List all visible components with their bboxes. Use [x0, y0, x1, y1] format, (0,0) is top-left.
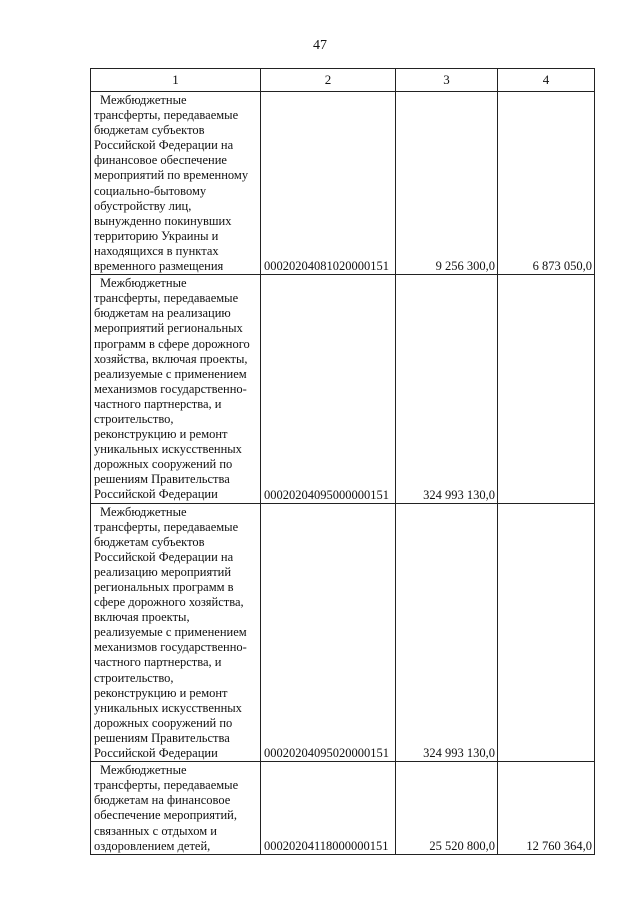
description-line: Межбюджетные: [100, 763, 187, 778]
table-row: [91, 503, 595, 762]
description-line: социально-бытовому: [94, 183, 207, 198]
description-line: бюджетам на финансовое: [94, 793, 231, 808]
row-description: [91, 762, 261, 855]
amount-col3: 25 520 800,0: [396, 762, 498, 855]
description-line: механизмов государственно-: [94, 381, 247, 396]
description-line: бюджетам субъектов: [94, 534, 205, 549]
description-line: дорожных сооружений по: [94, 457, 233, 472]
description-line: Российской Федерации на: [94, 138, 234, 153]
description-line: механизмов государственно-: [94, 640, 247, 655]
table-row: [91, 762, 595, 855]
description-line: дорожных сооружений по: [94, 715, 233, 730]
column-header-1: 1: [91, 69, 261, 92]
description-line: Межбюджетные: [100, 504, 187, 519]
description-line: частного партнерства, и: [94, 396, 222, 411]
description-line: реконструкцию и ремонт: [94, 427, 228, 442]
description-line: решениям Правительства: [94, 472, 230, 487]
amount-col4: [498, 503, 595, 762]
description-line: Межбюджетные: [100, 276, 187, 291]
description-line: вынужденно покинувших: [94, 213, 232, 228]
description-line: частного партнерства, и: [94, 655, 222, 670]
description-line: уникальных искусственных: [94, 700, 242, 715]
column-header-2: 2: [261, 69, 396, 92]
description-line: реализуемые с применением: [94, 625, 247, 640]
description-line: Российской Федерации на: [94, 549, 234, 564]
row-description: [91, 503, 261, 762]
description-line: решениям Правительства: [94, 730, 230, 745]
description-line: реконструкцию и ремонт: [94, 685, 228, 700]
description-line: оздоровлением детей,: [94, 838, 211, 853]
table-header-row: [91, 69, 595, 92]
description-line: бюджетам на реализацию: [94, 306, 231, 321]
budget-code: 00020204095020000151: [261, 503, 396, 762]
budget-code: 00020204118000000151: [261, 762, 396, 855]
table-row: [91, 275, 595, 503]
column-header-4: 4: [498, 69, 595, 92]
description-line: обустройству лиц,: [94, 198, 192, 213]
description-line: уникальных искусственных: [94, 442, 242, 457]
description-line: финансовое обеспечение: [94, 153, 227, 168]
description-line: обеспечение мероприятий,: [94, 808, 237, 823]
budget-table: [90, 68, 595, 855]
amount-col4: 12 760 364,0: [498, 762, 595, 855]
description-line: программ в сфере дорожного: [94, 336, 250, 351]
description-line: включая проекты,: [94, 610, 190, 625]
row-description: [91, 92, 261, 275]
description-line: связанных с отдыхом и: [94, 823, 217, 838]
table-row: [91, 92, 595, 275]
description-line: трансферты, передаваемые: [94, 291, 239, 306]
description-line: Межбюджетные: [100, 93, 187, 107]
budget-code: 00020204095000000151: [261, 275, 396, 503]
budget-code: 00020204081020000151: [261, 92, 396, 275]
description-line: территорию Украины и: [94, 228, 219, 243]
amount-col3: 324 993 130,0: [396, 503, 498, 762]
description-line: строительство,: [94, 411, 174, 426]
description-line: строительство,: [94, 670, 174, 685]
amount-col4: [498, 275, 595, 503]
row-description: [91, 275, 261, 503]
amount-col4: 6 873 050,0: [498, 92, 595, 275]
amount-col3: 9 256 300,0: [396, 92, 498, 275]
column-header-3: 3: [396, 69, 498, 92]
amount-col3: 324 993 130,0: [396, 275, 498, 503]
description-line: хозяйства, включая проекты,: [94, 351, 248, 366]
description-line: мероприятий по временному: [94, 168, 249, 183]
description-line: мероприятий региональных: [94, 321, 243, 336]
description-line: сфере дорожного хозяйства,: [94, 595, 244, 610]
description-line: региональных программ в: [94, 580, 234, 594]
description-line: реализуемые с применением: [94, 366, 247, 381]
description-line: Российской Федерации: [94, 487, 218, 502]
description-line: Российской Федерации: [94, 746, 218, 761]
description-line: временного размещения: [94, 259, 224, 274]
description-line: трансферты, передаваемые: [94, 519, 239, 534]
description-line: бюджетам субъектов: [94, 123, 205, 138]
description-line: трансферты, передаваемые: [94, 778, 239, 793]
page-number: 47: [313, 38, 327, 53]
description-line: реализацию мероприятий: [94, 564, 232, 579]
description-line: находящихся в пунктах: [94, 243, 219, 258]
description-line: трансферты, передаваемые: [94, 108, 239, 123]
